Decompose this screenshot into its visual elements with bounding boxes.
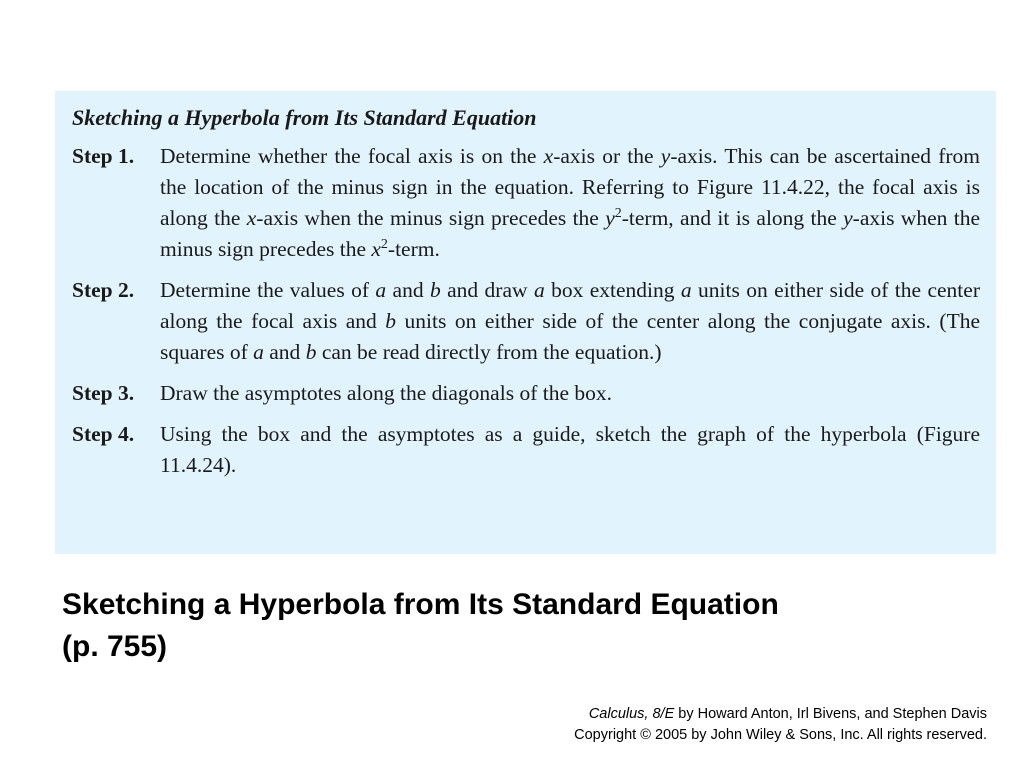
box-title: Sketching a Hyperbola from Its Standard Equation <box>72 105 537 130</box>
book-title: Calculus, 8/E <box>588 706 675 722</box>
step-text: Using the box and the asymptotes as a guide, sketch the graph of the hyperbola (Figure 11.4.24). <box>160 422 980 477</box>
slide-title-line-1: Sketching a Hyperbola from Its Standard Equation <box>62 588 779 621</box>
step-text: Draw the asymptotes along the diagonals of the box. <box>160 381 612 405</box>
slide-title-line-2: (p. 755) <box>62 630 168 663</box>
slide-title <box>62 584 962 668</box>
book-authors: by Howard Anton, Irl Bivens, and Stephen Davis <box>674 706 987 722</box>
step-text: Determine whether the focal axis is on the x-axis or the y-axis. This can be ascertained from the location of the minus sign in the equation. Referring to Figure 11.4.22, the focal axis is along the x-axis when the minus sign precedes the $y^2$-term, and it is along the y-axis when the minus sign precedes the $x^2$-term. <box>160 144 980 261</box>
copyright-credit <box>574 704 987 746</box>
step-label: Step 2. <box>72 278 135 302</box>
step-text: Determine the values of a and b and draw a box extending a units on either side of the center along the focal axis and b units on either side of the center along the conjugate axis. (The squares of a and b can be read directly from the equation.) <box>160 278 980 364</box>
copyright-line: Copyright © 2005 by John Wiley & Sons, Inc. All rights reserved. <box>574 727 987 743</box>
book-credit-line <box>574 704 987 725</box>
textbook-excerpt-box <box>55 91 996 554</box>
step-2 <box>72 275 980 368</box>
step-label: Step 4. <box>72 422 135 446</box>
step-label: Step 1. <box>72 144 135 168</box>
step-4 <box>72 419 980 481</box>
step-1 <box>72 141 980 265</box>
step-3 <box>72 378 980 409</box>
step-label: Step 3. <box>72 381 135 405</box>
